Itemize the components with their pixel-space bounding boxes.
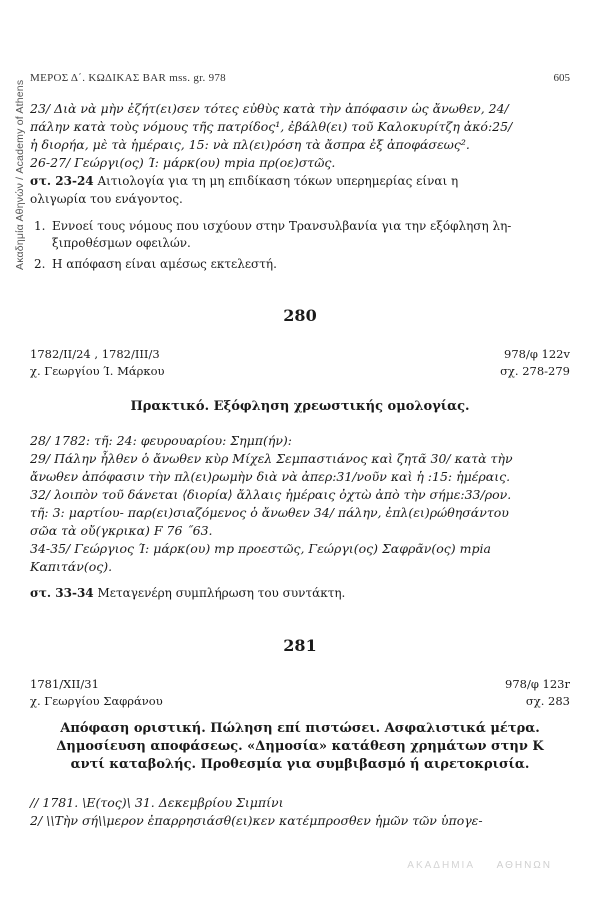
- document-date: 1781/XII/31: [30, 677, 99, 691]
- document-ref: 978/φ 123r: [505, 677, 570, 691]
- faint-watermark: ΑΘΗΝΩΝ: [496, 860, 552, 871]
- text-line: ἄνωθεν ἀπόφασιν τὴν πλ(ει)ρωμὴν διὰ νὰ ἀπερ:31/νοῦν καὶ ἡ :15: ἡμέραις.: [30, 469, 511, 484]
- faint-watermark: ΑΚΑΔΗΜΙΑ: [407, 860, 475, 871]
- footnote-text: Εννοεί τους νόμους που ισχύουν στην Τρανσυλβανία για την εξόφληση λη-: [52, 219, 512, 233]
- text-line: 23/ Διὰ νὰ μὴν ἐζήτ(ει)σεν τότες εὐθὺς κατὰ τὴν ἀπόφασιν ὡς ἄνωθεν, 24/: [30, 101, 509, 116]
- continuation-text: [30, 100, 570, 172]
- footnote-number: 2.: [34, 257, 46, 271]
- footnote-text-cont: ξιπροθέσμων οφειλών.: [52, 236, 191, 250]
- document-number: 280: [283, 306, 317, 325]
- note-label: στ. 23-24: [30, 174, 94, 188]
- title-line: Απόφαση οριστική. Πώληση επί πιστώσει. Ασφαλιστικά μέτρα.: [60, 721, 540, 736]
- note-text: Αιτιολογία για τη μη επιδίκαση τόκων υπερημερίας είναι η: [97, 174, 459, 188]
- note-text-cont: ολιγωρία του ενάγοντος.: [30, 192, 183, 206]
- text-line: σῶα τὰ οὔ(γκρικα) F 76 ˝63.: [30, 523, 213, 538]
- document-title: Πρακτικό. Εξόφληση χρεωστικής ομολογίας.: [130, 399, 470, 414]
- text-line: Καπιτάν(ος).: [30, 559, 113, 574]
- document-author: χ. Γεωργίου Σαφράνου: [30, 694, 163, 708]
- footnote-text: Η απόφαση είναι αμέσως εκτελεστή.: [52, 257, 277, 271]
- text-line: 28/ 1782: τῆ: 24: φευρουαρίου: Σημπ(ήν):: [30, 433, 293, 448]
- note-text: Μεταγενέρη συμπλήρωση του συντάκτη.: [97, 586, 346, 600]
- document-date: 1782/II/24 , 1782/III/3: [30, 347, 160, 361]
- title-line: Δημοσίευση αποφάσεως. «Δημοσία» κατάθεση χρημάτων στην Κ: [56, 739, 544, 754]
- line-note: [30, 584, 570, 602]
- document-meta: [30, 676, 570, 710]
- side-watermark: Ακαδημία Αθηνών / Academy of Athens: [14, 79, 26, 270]
- header-title: ΜΕΡΟΣ Δ΄. ΚΩΔΙΚΑΣ BAR mss. gr. 978: [30, 72, 226, 84]
- text-line: ἡ διορήα, μὲ τὰ ἡμέραις, 15: νὰ πλ(ει)ρόση τὰ ἄσπρα ἐξ ἀποφάσεως².: [30, 137, 470, 152]
- footnote: [30, 218, 570, 252]
- page-number: 605: [553, 72, 570, 84]
- document-title: [30, 720, 570, 774]
- document-ref: 978/φ 122v: [504, 347, 570, 361]
- document-pages: σχ. 278-279: [500, 364, 570, 378]
- footnote: [30, 256, 570, 273]
- line-note: [30, 172, 570, 208]
- running-header: [30, 72, 570, 88]
- text-line: πάλην κατὰ τοὺς νόμους τῆς πατρίδος¹, ἐβάλθ(ει) τοῦ Καλοκυρίτζη ἀκό:25/: [30, 119, 513, 134]
- document-number: 281: [283, 636, 317, 655]
- document-text: [30, 432, 570, 576]
- document-meta: [30, 346, 570, 380]
- text-line: τῆ: 3: μαρτίου- παρ(ει)σιαζόμενος ὁ ἄνωθεν 34/ πάλην, ἐπλ(ει)ρώθησάντου: [30, 505, 509, 520]
- document-author: χ. Γεωργίου Ί. Μάρκου: [30, 364, 165, 378]
- text-line: 32/ λοιπὸν τοῦ δάνεται ⟨διορία⟩ ἄλλαις ἡμέραις ὀχτὼ ἀπὸ τὴν σήμε:33/ρον.: [30, 487, 512, 502]
- note-label: στ. 33-34: [30, 586, 94, 600]
- text-line: 34-35/ Γεώργιος Ί: μάρκ(ου) mp προεστῶς, Γεώργι(ος) Σαφρᾶν(ος) mpia: [30, 541, 491, 556]
- title-line: αντί καταβολής. Προθεσμία για συμβιβασμό ή αιρετοκρισία.: [70, 757, 530, 772]
- text-line: 2/ \\Τὴν σή\\μερον ἐπαρρησιάσθ(ει)κεν κατέμπροσθεν ἡμῶν τῶν ὑπογε-: [30, 813, 483, 828]
- document-text: [30, 794, 570, 830]
- document-pages: σχ. 283: [525, 694, 570, 708]
- text-line: 26-27/ Γεώργι(ος) Ί: μάρκ(ου) mpia πρ(οε)στῶς.: [30, 155, 336, 170]
- text-line: // 1781. \Ε(τος)\ 31. Δεκεμβρίου Σιμπίνι: [30, 795, 284, 810]
- footnote-number: 1.: [34, 219, 46, 233]
- text-line: 29/ Πάλην ἦλθεν ὁ ἄνωθεν κὺρ Μίχελ Σεμπαστιάνος καὶ ζητᾶ 30/ κατὰ τὴν: [30, 451, 513, 466]
